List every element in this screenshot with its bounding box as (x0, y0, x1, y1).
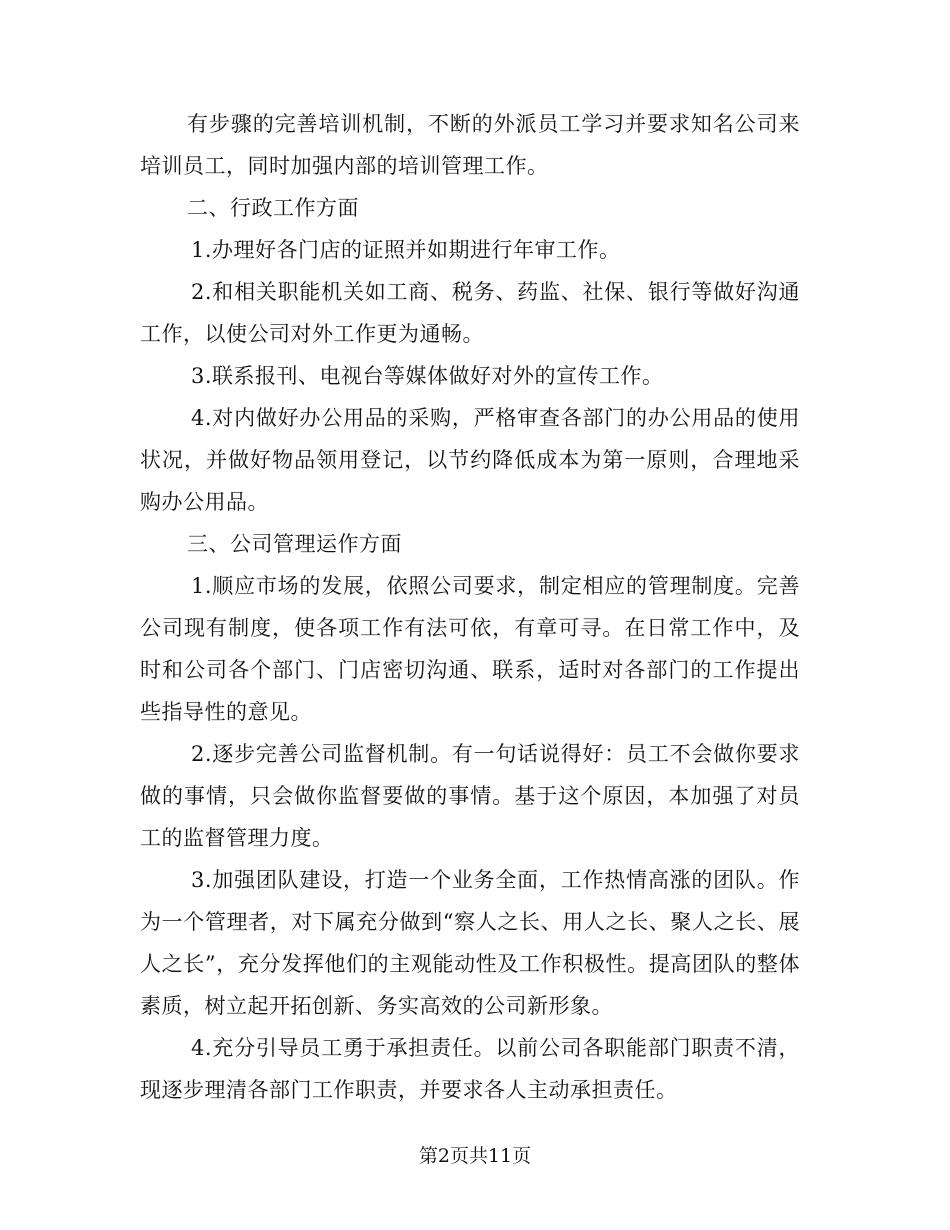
paragraph-management-2: 2.逐步完善公司监督机制。有一句话说得好：员工不会做你要求做的事情，只会做你监督要做的事情。基于这个原因，本加强了对员工的监督管理力度。 (140, 742, 800, 850)
document-body (140, 103, 800, 1111)
section-heading-management: 三、公司管理运作方面 (187, 532, 402, 556)
page-number-footer: 第2页共11页 (418, 1145, 532, 1167)
paragraph-admin-1: 1.办理好各门店的证照并如期进行年审工作。 (191, 238, 621, 262)
paragraph-admin-4: 4.对内做好办公用品的采购，严格审查各部门的办公用品的使用状况，并做好物品领用登记，以节约降低成本为第一原则，合理地采购办公用品。 (140, 406, 800, 514)
paragraph-management-3: 3.加强团队建设，打造一个业务全面，工作热情高涨的团队。作为一个管理者，对下属充分做到“察人之长、用人之长、聚人之长、展人之长”，充分发挥他们的主观能动性及工作积极性。提高团队的整体素质，树立起开拓创新、务实高效的公司新形象。 (140, 868, 800, 1018)
paragraph-admin-3: 3.联系报刊、电视台等媒体做好对外的宣传工作。 (191, 364, 664, 388)
paragraph-management-4: 4.充分引导员工勇于承担责任。以前公司各职能部门职责不清，现逐步理清各部门工作职责，并要求各人主动承担责任。 (140, 1036, 800, 1102)
paragraph-management-1: 1.顺应市场的发展，依照公司要求，制定相应的管理制度。完善公司现有制度，使各项工作有法可依，有章可寻。在日常工作中，及时和公司各个部门、门店密切沟通、联系，适时对各部门的工作提出些指导性的意见。 (140, 574, 800, 724)
paragraph-admin-2: 2.和相关职能机关如工商、税务、药监、社保、银行等做好沟通工作，以使公司对外工作更为通畅。 (140, 280, 800, 346)
section-heading-admin: 二、行政工作方面 (187, 196, 359, 220)
paragraph-training: 有步骤的完善培训机制，不断的外派员工学习并要求知名公司来培训员工，同时加强内部的培训管理工作。 (140, 112, 800, 178)
